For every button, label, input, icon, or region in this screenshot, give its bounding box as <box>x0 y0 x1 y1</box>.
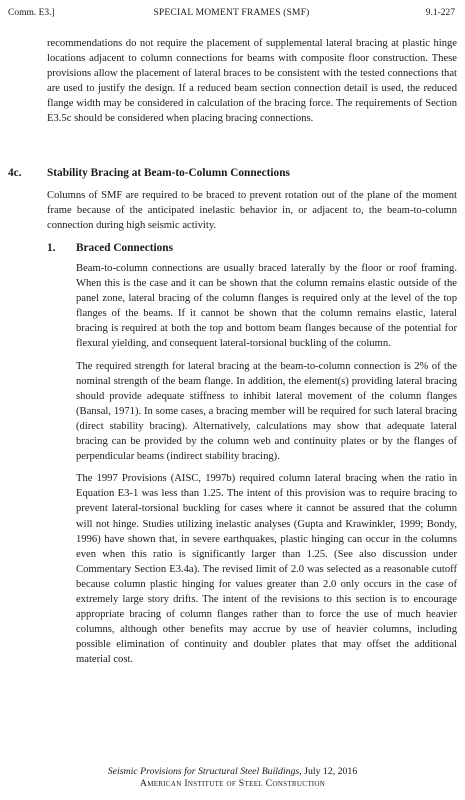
section-number: 4c. <box>8 167 22 179</box>
footer-publication-title: Seismic Provisions for Structural Steel Buildings, <box>107 766 302 777</box>
section-paragraph: Columns of SMF are required to be braced to prevent rotation out of the plane of the moment frame because of the anticipated inelastic behavior in, or adjacent to, the beam-to-column connection during high seismic activity. <box>47 190 457 232</box>
intro-paragraph: recommendations do not require the placement of supplemental lateral bracing at plastic hinge locations adjacent to column connections for beams with composite floor construction. These provisions allow the placement of lateral braces to be consistent with the tested connections that are used to justify the design. If a reduced beam section connection detail is used, the reduced flange width may be considered in calculation of the bracing force. The requirements of Section E3.5c should be considered when placing bracing connections. <box>47 38 457 125</box>
header-section-ref: Comm. E3.] <box>8 8 55 18</box>
footer-date: July 12, 2016 <box>301 766 358 777</box>
subsection-paragraph: The 1997 Provisions (AISC, 1997b) required column lateral bracing when the ratio in Equation E3-1 was less than 1.25. The intent of this provision was to require bracing to prevent lateral-torsional buckling for cases where it cannot be assured that the column will not hinge. Studies utilizing inelastic analyses (Gupta and Krawinkler, 1999; Bondy, 1996) have shown that, in severe earthquakes, plastic hinging can occur in the columns even when this ratio is significantly larger than 1.25. (See also discussion under Commentary Section E3.4a). The revised limit of 2.0 was selected as a reasonable cutoff because column plastic hinging for values greater than 2.0 only occurs in the case of extremely large story drifts. The intent of the revisions to this section is to encourage appropriate bracing of column flanges rather than to force the use of much heavier columns, although other benefits may accrue by use of heavier columns, including possible elimination of continuity and doubler plates that may offset the additional material cost. <box>76 473 457 666</box>
header-page-number: 9.1-227 <box>425 8 455 18</box>
running-header <box>8 6 455 20</box>
subsection-body <box>76 261 457 674</box>
footer-publisher: American Institute of Steel Construction <box>139 778 326 789</box>
subsection-paragraph: Beam-to-column connections are usually braced laterally by the floor or roof framing. When this is the case and it can be shown that the column remains elastic outside of the panel zone, lateral bracing of the column flanges is required only at the level of the top flanges of the beams. If it cannot be shown that the column remains elastic, lateral bracing is required at both the top and bottom beam flanges because of the potential for flexural yielding, and consequent lateral-torsional buckling of the column. <box>76 263 457 350</box>
page-footer <box>0 766 465 790</box>
section-heading <box>8 166 457 181</box>
subsection-heading <box>47 241 457 256</box>
section-title: Stability Bracing at Beam-to-Column Connections <box>47 167 290 179</box>
subsection-braced-connections <box>47 241 457 666</box>
subsection-title: Braced Connections <box>76 242 173 254</box>
subsection-number: 1. <box>47 242 56 254</box>
header-chapter-title: SPECIAL MOMENT FRAMES (SMF) <box>153 8 310 18</box>
section-4c <box>8 166 457 232</box>
subsection-paragraph: The required strength for lateral bracing at the beam-to-column connection is 2% of the nominal strength of the beam flange. In addition, the element(s) providing lateral bracing should provide adequate stiffness to inhibit lateral movement of the column flanges (Bansal, 1971). In some cases, a bracing member will be required for such lateral bracing (direct stability bracing). Alternatively, calculations may show that adequate lateral bracing can be provided by the column web and continuity plates or by the flanges of perpendicular beams (indirect stability bracing). <box>76 360 457 463</box>
footer-publication-line <box>0 766 465 778</box>
